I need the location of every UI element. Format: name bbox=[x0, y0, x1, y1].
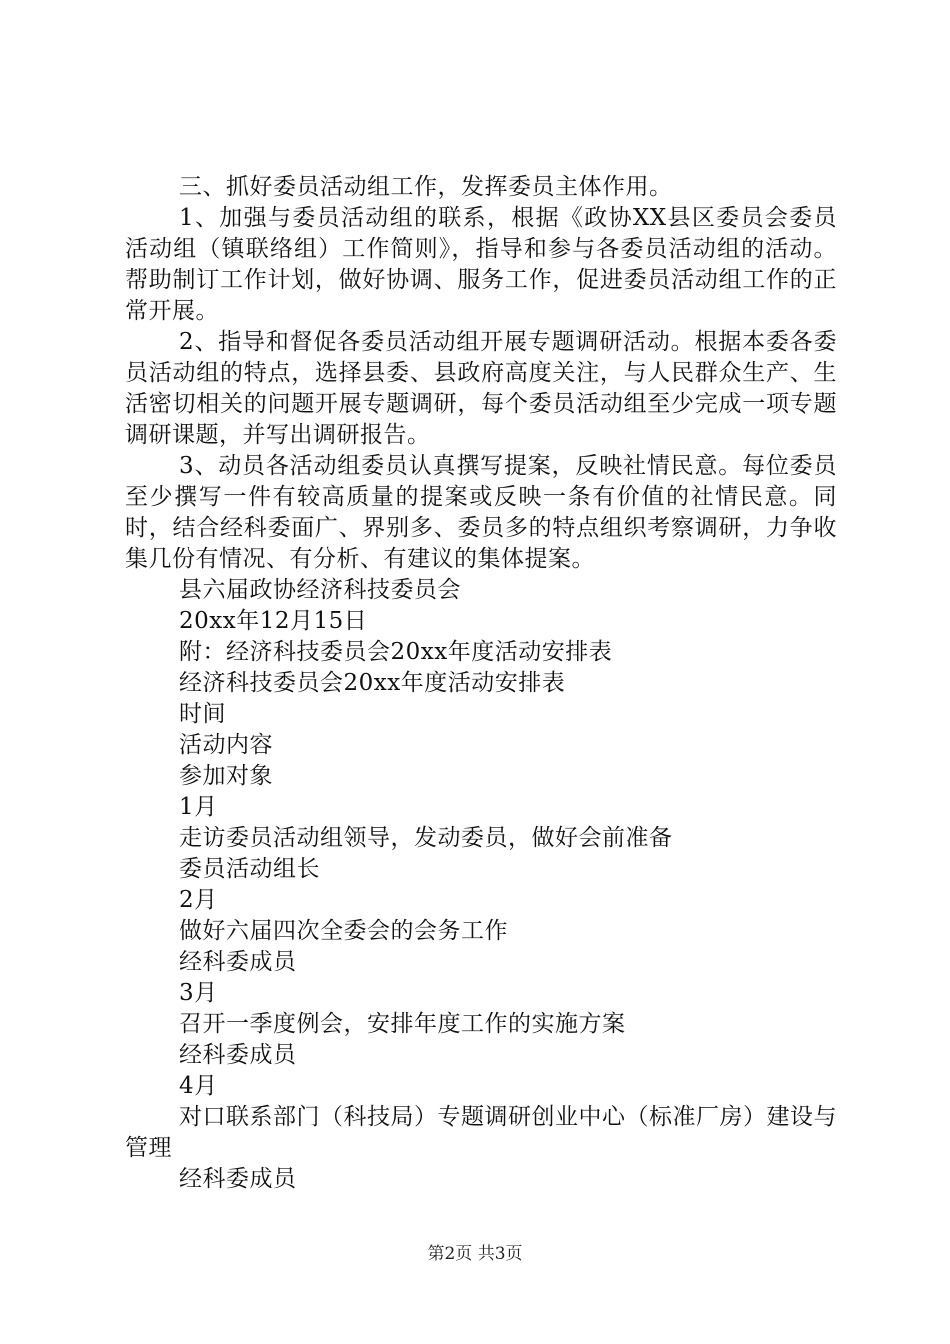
body-paragraph: 3、动员各活动组委员认真撰写提案，反映社情民意。每位委员至少撰写一件有较高质量的提案或反映一条有价值的社情民意。同时，结合经科委面广、界别多、委员多的特点组织考察调研，力争收集几份有情况、有分析、有建议的集体提案。 bbox=[125, 453, 837, 572]
schedule-month: 1月 bbox=[179, 794, 218, 820]
body-paragraph: 1、加强与委员活动组的联系，根据《政协XX县区委员会委员活动组（镇联络组）工作简则》，指导和参与各委员活动组的活动。帮助制订工作计划，做好协调、服务工作，促进委员活动组工作的正常开展。 bbox=[125, 205, 837, 324]
schedule-activity: 做好六届四次全委会的会务工作 bbox=[179, 918, 508, 944]
signature-organization: 县六届政协经济科技委员会 bbox=[179, 577, 461, 603]
signature-date: 20xx年12月15日 bbox=[179, 608, 368, 634]
schedule-month: 2月 bbox=[179, 887, 218, 913]
schedule-participants: 经科委成员 bbox=[179, 1042, 297, 1068]
document-body bbox=[125, 172, 837, 1195]
schedule-header-participants: 参加对象 bbox=[179, 763, 273, 789]
schedule-participants: 经科委成员 bbox=[179, 1166, 297, 1192]
schedule-activity: 召开一季度例会，安排年度工作的实施方案 bbox=[179, 1011, 626, 1037]
body-paragraph: 2、指导和督促各委员活动组开展专题调研活动。根据本委各委员活动组的特点，选择县委、县政府高度关注，与人民群众生产、生活密切相关的问题开展专题调研，每个委员活动组至少完成一项专题调研课题，并写出调研报告。 bbox=[125, 329, 837, 448]
schedule-header-content: 活动内容 bbox=[179, 732, 273, 758]
schedule-activity: 走访委员活动组领导，发动委员，做好会前准备 bbox=[179, 825, 673, 851]
schedule-title: 经济科技委员会20xx年度活动安排表 bbox=[179, 670, 566, 696]
page-number-footer: 第2页 共3页 bbox=[427, 1244, 523, 1264]
schedule-header-time: 时间 bbox=[179, 701, 226, 727]
schedule-month: 3月 bbox=[179, 980, 218, 1006]
attachment-note: 附：经济科技委员会20xx年度活动安排表 bbox=[179, 639, 613, 665]
section-heading: 三、抓好委员活动组工作，发挥委员主体作用。 bbox=[179, 174, 673, 200]
schedule-participants: 委员活动组长 bbox=[179, 856, 320, 882]
schedule-activity: 对口联系部门（科技局）专题调研创业中心（标准厂房）建设与管理 bbox=[125, 1104, 837, 1161]
schedule-month: 4月 bbox=[179, 1073, 218, 1099]
schedule-participants: 经科委成员 bbox=[179, 949, 297, 975]
